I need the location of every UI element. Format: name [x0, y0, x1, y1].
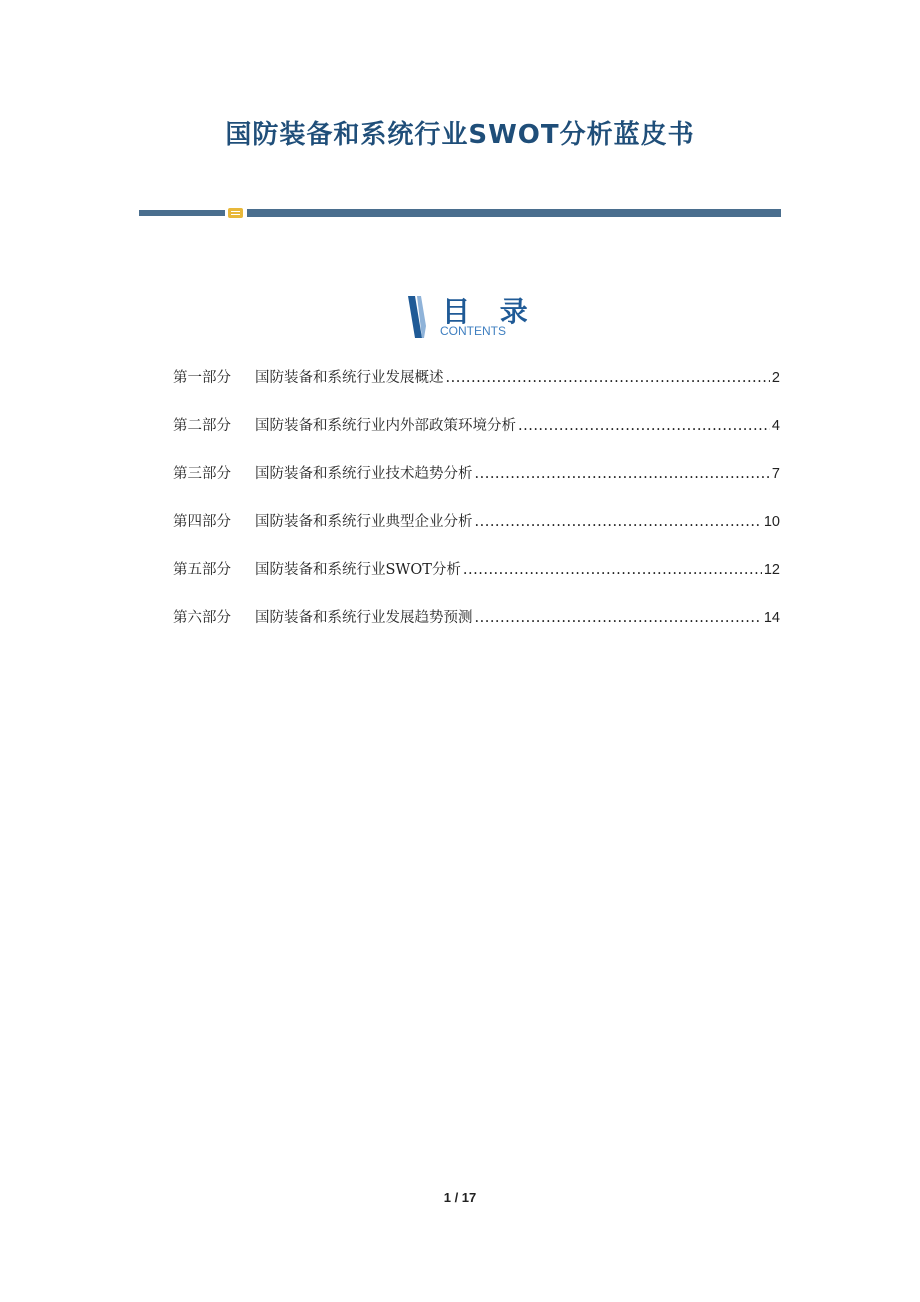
- toc-entry-part-3[interactable]: [173, 462, 780, 486]
- toc-page-number: 12: [763, 562, 780, 578]
- toc-entry-title: 国防装备和系统行业技术趋势分析: [255, 466, 473, 482]
- toc-heading: [408, 294, 538, 340]
- divider-bar-right: [247, 209, 781, 217]
- toc-entry-title: 国防装备和系统行业典型企业分析: [255, 514, 473, 530]
- toc-entry-part-2[interactable]: [173, 414, 780, 438]
- dot-leader: [475, 606, 762, 630]
- toc-entry-part-6[interactable]: [173, 606, 780, 630]
- toc-part-label: 第二部分: [173, 418, 231, 434]
- toc-part-label: 第一部分: [173, 370, 231, 386]
- toc-heading-en: CONTENTS: [440, 324, 506, 338]
- toc-page-number: 2: [771, 370, 780, 386]
- toc-entry-title: 国防装备和系统行业SWOT分析: [255, 562, 461, 578]
- dot-leader: [518, 414, 770, 438]
- dot-leader: [475, 462, 770, 486]
- divider-bar-left: [139, 210, 225, 216]
- toc-list: [173, 366, 780, 654]
- toc-entry-title: 国防装备和系统行业发展概述: [255, 370, 444, 386]
- toc-part-label: 第五部分: [173, 562, 231, 578]
- slash-decoration-icon: [408, 296, 426, 338]
- toc-page-number: 7: [771, 466, 780, 482]
- toc-entry-title: 国防装备和系统行业发展趋势预测: [255, 610, 473, 626]
- title-divider: [139, 208, 781, 218]
- toc-page-number: 4: [771, 418, 780, 434]
- dot-leader: [446, 366, 770, 390]
- toc-entry-part-5[interactable]: [173, 558, 780, 582]
- book-icon: [228, 208, 243, 218]
- dot-leader: [463, 558, 762, 582]
- toc-page-number: 10: [763, 514, 780, 530]
- dot-leader: [475, 510, 762, 534]
- toc-part-label: 第三部分: [173, 466, 231, 482]
- document-title: 国防装备和系统行业SWOT分析蓝皮书: [225, 120, 695, 150]
- toc-page-number: 14: [763, 610, 780, 626]
- toc-heading-cn: 目 录: [442, 295, 538, 328]
- toc-entry-title: 国防装备和系统行业内外部政策环境分析: [255, 418, 516, 434]
- page-indicator: 1 / 17: [443, 1190, 477, 1205]
- toc-entry-part-4[interactable]: [173, 510, 780, 534]
- toc-part-label: 第四部分: [173, 514, 231, 530]
- toc-entry-part-1[interactable]: [173, 366, 780, 390]
- toc-part-label: 第六部分: [173, 610, 231, 626]
